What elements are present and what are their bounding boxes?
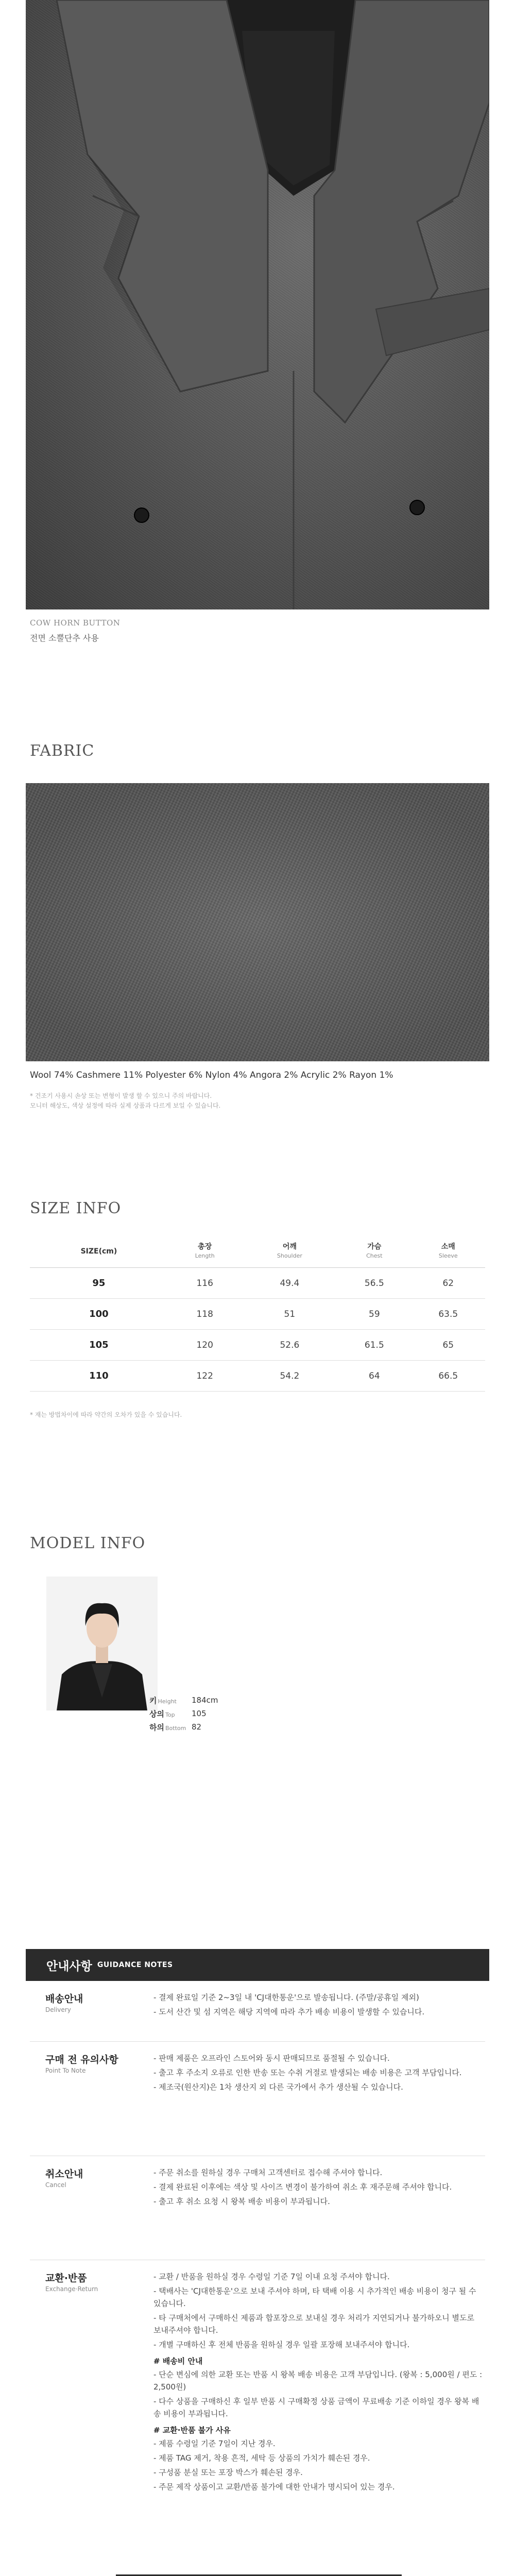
fabric-photo (26, 783, 489, 1061)
shoulder-cell: 52.6 (242, 1330, 338, 1361)
chest-cell: 61.5 (337, 1330, 411, 1361)
cancel-line: - 주문 취소를 원하실 경우 구매처 고객센터로 접수해 주셔야 합니다. (153, 2168, 383, 2177)
shoulder-cell: 51 (242, 1299, 338, 1330)
guidance-subtitle: GUIDANCE NOTES (97, 1961, 173, 1969)
precaution-line: - 판매 제품은 오프라인 스토어와 동시 판매되므로 품절될 수 있습니다. (153, 2054, 390, 2063)
size-cell: 110 (30, 1361, 168, 1392)
deny-title: # 교환·반품 불가 사유 (153, 2426, 231, 2435)
exchange-line: - 교환 / 반품을 원하실 경우 수령일 기준 7일 이내 요청 주셔야 합니다. (153, 2272, 390, 2281)
model-bottom-row: 하의 Bottom 82 (149, 1722, 202, 1732)
sleeve-cell: 65 (411, 1330, 485, 1361)
cancel-line: - 출고 후 취소 요청 시 왕복 배송 비용이 부과됩니다. (153, 2197, 330, 2206)
shoulder-cell: 54.2 (242, 1361, 338, 1392)
coat-illustration (26, 0, 489, 609)
chest-cell: 59 (337, 1299, 411, 1330)
size-cell: 100 (30, 1299, 168, 1330)
exchange-section: 교환·반품 Exchange·Return - 교환 / 반품을 원하실 경우 수령일 기준 7일 이내 요청 주셔야 합니다. - 택배사는 'CJ대한통운'으로 보내 주셔야 하며, 타 택배 이용 시 추가적인 배송 비용이 청구 될 수 있습니다. - 타 구매처에서 구매하신 제품과 합포장으로 보내실 경우 처리가 지연되거나 불가하오니 별도로 보내주셔야 합니다. - 개별 구매하신 후 전체 반품을 원하실 경우 일괄 포장해 보내주셔야 합니다. # 배송비 안내 - 단순 변심에 의한 교환 또는 반품 시 왕복 배송 비용은 고객 부담입니다. (왕복 : 5,000원 / 편도 : 2,500원) - 다수 상품을 구매하신 후 일부 반품 시 구매확정 상품 금액이 무료배송 기준 이하일 경우 왕복 배송 비용이 부과됩니다. # 교환·반품 불가 사유 - 제품 수령일 기준 7일이 지난 경우. - 제품 TAG 제거, 착용 흔적, 세탁 등 상품의 가치가 훼손된 경우. - 구성품 분실 또는 포장 박스가 훼손된 경우. - 주문 제작 상품이고 교환/반품 불가에 대한 안내가 명시되어 있는 경우. (30, 2260, 485, 2549)
fabric-note-1: * 건조기 사용시 손상 또는 변형이 발생 할 수 있으니 주의 바랍니다. (30, 1092, 212, 1099)
table-row (30, 1268, 485, 1299)
length-cell: 122 (168, 1361, 242, 1392)
size-note: * 재는 방법차이에 따라 약간의 오차가 있을 수 있습니다. (30, 1411, 182, 1418)
model-measurements (149, 1693, 218, 1734)
sleeve-cell: 63.5 (411, 1299, 485, 1330)
detail-caption-en: COW HORN BUTTON (30, 618, 121, 628)
size-cell: 105 (30, 1330, 168, 1361)
model-photo (46, 1577, 158, 1710)
delivery-section: 배송안내 Delivery - 결제 완료일 기준 2~3일 내 'CJ대한통운'으로 발송됩니다. (주말/공휴일 제외) - 도서 산간 및 섬 지역은 해당 지역에 따라 추가 배송 비용이 발생할 수 있습니다. (30, 1981, 485, 2042)
cancel-line: - 결제 완료된 이후에는 색상 및 사이즈 변경이 불가하여 취소 후 재주문해 주셔야 합니다. (153, 2182, 452, 2192)
fee-line: - 다수 상품을 구매하신 후 일부 반품 시 구매확정 상품 금액이 무료배송 기준 이하일 경우 왕복 배송 비용이 부과됩니다. (153, 2397, 479, 2418)
model-height-value: 184cm (192, 1696, 218, 1705)
shoulder-cell: 49.4 (242, 1268, 338, 1299)
exchange-line: - 개별 구매하신 후 전체 반품을 원하실 경우 일괄 포장해 보내주셔야 합니다. (153, 2340, 410, 2349)
delivery-label: 배송안내 (45, 1993, 83, 2005)
guidance-header (26, 1949, 489, 1981)
detail-caption-ko: 전면 소뿔단추 사용 (30, 633, 99, 643)
fabric-note-2: 모니터 해상도, 색상 설정에 따라 실제 상품과 다르게 보일 수 있습니다. (30, 1102, 221, 1109)
fabric-title: FABRIC (30, 742, 95, 760)
precaution-line: - 제조국(원산지)은 1차 생산지 외 다른 국가에서 추가 생산될 수 있습니다. (153, 2082, 403, 2092)
precaution-line: - 출고 후 주소지 오류로 인한 반송 또는 수취 거절로 발생되는 배송 비용은 고객 부담입니다. (153, 2068, 462, 2077)
col-size: SIZE(cm) (30, 1238, 168, 1268)
precaution-label: 구매 전 유의사항 (45, 2054, 118, 2065)
delivery-line: - 결제 완료일 기준 2~3일 내 'CJ대한통운'으로 발송됩니다. (주말/공휴일 제외) (153, 1993, 419, 2002)
guidance-title: 안내사항 (46, 1959, 92, 1973)
precaution-section: 구매 전 유의사항 Point To Note - 판매 제품은 오프라인 스토어와 동시 판매되므로 품절될 수 있습니다. - 출고 후 주소지 오류로 인한 반송 또는 수취 거절로 발생되는 배송 비용은 고객 부담입니다. - 제조국(원산지)은 1차 생산지 외 다른 국가에서 추가 생산될 수 있습니다. (30, 2042, 485, 2156)
fee-title: # 배송비 안내 (153, 2357, 203, 2366)
cancel-section: 취소안내 Cancel - 주문 취소를 원하실 경우 구매처 고객센터로 접수해 주셔야 합니다. - 결제 완료된 이후에는 색상 및 사이즈 변경이 불가하여 취소 후 재주문해 주셔야 합니다. - 출고 후 취소 요청 시 왕복 배송 비용이 부과됩니다. (30, 2156, 485, 2260)
col-sleeve: 소매 Sleeve (411, 1238, 485, 1268)
button-left (134, 508, 149, 522)
exchange-line: - 택배사는 'CJ대한통운'으로 보내 주셔야 하며, 타 택배 이용 시 추가적인 배송 비용이 청구 될 수 있습니다. (153, 2286, 476, 2308)
deny-line: - 제품 수령일 기준 7일이 지난 경우. (153, 2439, 276, 2448)
chest-cell: 56.5 (337, 1268, 411, 1299)
coat-detail-photo (26, 0, 489, 609)
size-info-title: SIZE INFO (30, 1199, 122, 1217)
button-right (410, 500, 424, 515)
exchange-label: 교환·반품 (45, 2273, 87, 2284)
deny-line: - 주문 제작 상품이고 교환/반품 불가에 대한 안내가 명시되어 있는 경우. (153, 2482, 395, 2492)
length-cell: 120 (168, 1330, 242, 1361)
model-height-row: 키 Height 184cm (149, 1696, 218, 1705)
chest-cell: 64 (337, 1361, 411, 1392)
sleeve-cell: 66.5 (411, 1361, 485, 1392)
fabric-composition: Wool 74% Cashmere 11% Polyester 6% Nylon 4% Angora 2% Acrylic 2% Rayon 1% (30, 1070, 393, 1080)
col-chest: 가슴 Chest (337, 1238, 411, 1268)
cancel-label: 취소안내 (45, 2168, 83, 2180)
model-bottom-value: 82 (192, 1722, 202, 1732)
table-row (30, 1361, 485, 1392)
fee-line: - 단순 변심에 의한 교환 또는 반품 시 왕복 배송 비용은 고객 부담입니다. (왕복 : 5,000원 / 편도 : 2,500원) (153, 2370, 483, 2392)
sleeve-cell: 62 (411, 1268, 485, 1299)
model-info-title: MODEL INFO (30, 1534, 146, 1552)
exchange-line: - 타 구매처에서 구매하신 제품과 합포장으로 보내실 경우 처리가 지연되거나 불가하오니 별도로 보내주셔야 합니다. (153, 2313, 474, 2335)
size-table (30, 1238, 485, 1392)
size-cell: 95 (30, 1268, 168, 1299)
length-cell: 116 (168, 1268, 242, 1299)
delivery-line: - 도서 산간 및 섬 지역은 해당 지역에 따라 추가 배송 비용이 발생할 수 있습니다. (153, 2007, 425, 2016)
model-top-value: 105 (192, 1709, 207, 1718)
col-shoulder: 어깨 Shoulder (242, 1238, 338, 1268)
col-length: 총장 Length (168, 1238, 242, 1268)
table-row (30, 1330, 485, 1361)
table-row (30, 1299, 485, 1330)
size-table-header (30, 1238, 485, 1268)
deny-line: - 제품 TAG 제거, 착용 흔적, 세탁 등 상품의 가치가 훼손된 경우. (153, 2453, 370, 2463)
model-top-row: 상의 Top 105 (149, 1709, 207, 1719)
deny-line: - 구성품 분실 또는 포장 박스가 훼손된 경우. (153, 2468, 303, 2477)
length-cell: 118 (168, 1299, 242, 1330)
